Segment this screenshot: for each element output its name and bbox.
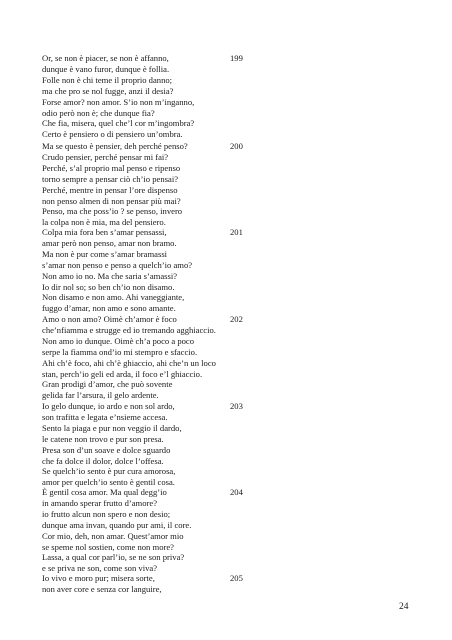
verse-line: Non amo io no. Ma che saria s’amassi?: [42, 270, 178, 281]
verse-line: non aver core e senza cor languire,: [42, 583, 162, 594]
verse-line: Perché, mentre in pensar l’ore dispenso: [42, 184, 178, 195]
stanza-number: 200: [230, 141, 243, 151]
verse-line: amor per quelch’io sento è gentil cosa.: [42, 477, 175, 488]
verse-line: Che fia, misera, quel che’l cor m’ingombra?: [42, 118, 195, 129]
verse-line: son trafitta e legata e’nsieme accesa.: [42, 411, 168, 422]
verse-line: io frutto alcun non spero e non desio;: [42, 508, 171, 519]
stanza-201: [42, 227, 402, 314]
verse-line: serpe la fiamma ond’io mi stempro e sfaccio.: [42, 346, 198, 357]
verse-line: se speme nol sostien, come non more?: [42, 541, 174, 552]
stanza-number: 205: [230, 573, 243, 583]
verse-line: Presa son d’un soave e dolce sguardo: [42, 444, 171, 455]
verse-line: dunque è vano furor, dunque è follia.: [42, 63, 170, 74]
stanza-number: 202: [230, 314, 243, 324]
verse-line: torno sempre a pensar ciò ch’io pensai?: [42, 173, 179, 184]
stanza-199: [42, 53, 402, 140]
verse-line: gelida far l’arsura, il gelo ardente.: [42, 390, 159, 401]
verse-line: stan, perch’io geli ed arda, il foco e’l ghiaccio.: [42, 368, 203, 379]
verse-line: Io vivo e moro pur; misera sorte,: [42, 573, 155, 583]
verse-line: Crudo pensier, perché pensar mi fai?: [42, 151, 169, 162]
stanza-number: 199: [230, 53, 243, 63]
verse-line: Forse amor? non amor. S’io non m’inganno,: [42, 96, 195, 107]
verse-line: ma che pro se nol fugge, anzi il desia?: [42, 85, 174, 96]
verse-line: che fa dolce il dolor, dolce l’offesa.: [42, 455, 164, 466]
verse-line: Sento la piaga e pur non veggio il dardo,: [42, 422, 182, 433]
verse-line: Cor mio, deh, non amar. Quest’amor mio: [42, 530, 184, 541]
verse-line: le catene non trovo e pur son presa.: [42, 433, 164, 444]
verse-line: amar però non penso, amar non bramo.: [42, 237, 177, 248]
verse-line: Se quelch’io sento è pur cura amorosa,: [42, 466, 176, 477]
verse-line: Ma se questo è pensier, deh perché penso?: [42, 141, 188, 151]
stanza-number: 204: [230, 487, 243, 497]
verse-line: non penso almen di non pensar più mai?: [42, 195, 181, 206]
verse-line: s’amar non penso e penso a quelch’io amo?: [42, 259, 193, 270]
verse-line: e se priva ne son, come son viva?: [42, 563, 158, 574]
verse-line: Colpa mia fora ben s’amar pensassi,: [42, 227, 167, 237]
verse-line: Io dir nol so; so ben ch’io non disamo.: [42, 281, 175, 292]
stanza-number: 201: [230, 227, 243, 237]
verse-line: Gran prodigi d’amor, che può sovente: [42, 379, 173, 390]
verse-line: dunque ama invan, quando pur ami, il core.: [42, 519, 192, 530]
verse-line: È gentil cosa amor. Ma qual degg’io: [42, 487, 167, 497]
verse-line: Ma non è pur come s’amar bramassi: [42, 248, 168, 259]
verse-line: Lassa, a qual cor parl’io, se ne son priva?: [42, 552, 185, 563]
verse-line: fuggo d’amar, non amo e sono amante.: [42, 303, 176, 314]
stanza-204: [42, 487, 402, 574]
verse-line: Ahi ch’è foco, ahi ch’è ghiaccio, ahi che’n un loco: [42, 357, 216, 368]
verse-line: Non amo io dunque. Oimè ch’a poco a poco: [42, 335, 195, 346]
verse-line: Folle non è chi teme il proprio danno;: [42, 74, 173, 85]
verse-line: odio però non è; che dunque fia?: [42, 107, 155, 118]
verse-line: Perché, s’al proprio mal penso e ripenso: [42, 162, 181, 173]
verse-line: Or, se non è piacer, se non è affanno,: [42, 53, 169, 63]
page-number: 24: [399, 602, 409, 612]
verse-line: in amando sperar frutto d’amore?: [42, 497, 158, 508]
verse-line: Non disamo e non amo. Ahi vaneggiante,: [42, 292, 185, 303]
verse-line: che’nfiamma e strugge ed io tremando agghiaccio.: [42, 324, 216, 335]
verse-line: la colpa non è mia, ma del pensiero.: [42, 217, 166, 228]
verse-line: Penso, ma che poss’io ? se penso, invero: [42, 206, 183, 217]
stanza-205: [42, 573, 402, 595]
stanza-203: [42, 401, 402, 488]
verse-line: Certo è pensiero o di pensiero un’ombra.: [42, 129, 183, 140]
verse-line: Amo o non amo? Oimè ch’amor è foco: [42, 314, 177, 324]
verse-line: Io gelo dunque, io ardo e non sol ardo,: [42, 401, 175, 411]
stanza-202: [42, 314, 402, 401]
stanza-number: 203: [230, 401, 243, 411]
stanza-200: [42, 141, 402, 228]
